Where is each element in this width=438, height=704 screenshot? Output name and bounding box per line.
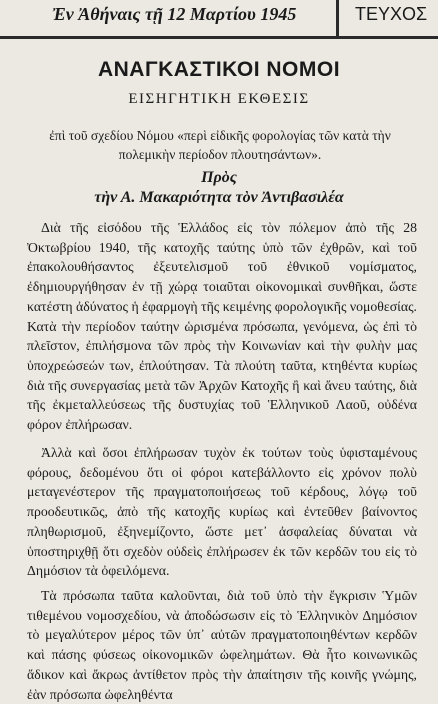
header-volume-label: ΤΕΥΧΟΣ xyxy=(355,4,428,24)
header-divider-horizontal xyxy=(0,36,438,39)
body-paragraph: Διὰ τῆς εἰσόδου τῆς Ἑλλάδος εἰς τὸν πόλεμον ἀπὸ τῆς 28 Ὀκτωβρίου 1940, τῆς κατοχῆς ταύτης ὑπὸ τῶν ἐχθρῶν, καὶ τοῦ ἐπακολουθήσαντος ἐξευτελισμοῦ τοῦ ἐθνικοῦ νομίσματος, ἐδημιουργήθησαν ἐν τῇ χώρᾳ τοιαῦται οἰκονομικαὶ συνθῆκαι, ὥστε κατέστη ἀδύνατος ἡ ἐφαρμογὴ τῆς κειμένης φορολογικῆς νομοθεσίας. Κατὰ τὴν περίοδον ταύτην ὡρισμένα πρόσωπα, γενόμενα, ὡς ἐπὶ τὸ πλεῖστον, ἐπιλήσμονα τῶν πρὸς τὴν Κοινωνίαν καὶ τὴν φυλὴν μας ὑποχρεώσεών των, ἐπλούτησαν. Τὰ πλούτη ταῦτα, κτηθέντα κυρίως διὰ τῆς συνεργασίας μετὰ τῶν Ἀρχῶν Κατοχῆς ἢ καὶ ἄνευ ταύτης, διὰ τῆς ἐκμεταλλεύσεως τῆς δυστυχίας τοῦ Ἑλληνικοῦ Λαοῦ, οὐδένα φόρον ἐπλήρωσαν. xyxy=(27,220,417,433)
section-title: ΑΝΑΓΚΑΣΤΙΚΟΙ ΝΟΜΟΙ xyxy=(97,58,341,81)
addressee-prefix: Πρὸς xyxy=(201,169,237,186)
page-header xyxy=(0,0,438,40)
header-date: Ἐν Ἀθήναις τῇ 12 Μαρτίου 1945 xyxy=(52,4,297,24)
body-paragraph: Ἀλλὰ καὶ ὅσοι ἐπλήρωσαν τυχὸν ἐκ τούτων τοὺς ὑφισταμένους φόρους, δεδομένου ὅτι οἱ φόροι κατεβάλλοντο εἰς χρόνον πολὺ μεταγενέστερον τῆς πραγματοποιήσεως τοῦ κέρδους, λόγῳ τοῦ προοδευτικῶς, ἀπὸ τῆς κατοχῆς κυρίως καὶ ἐντεῦθεν βαίνοντος πληθωρισμοῦ, ἐξηνεμίζοντο, ὥστε μετ᾽ ἀσφαλείας δύναται νὰ ὑποστηριχθῇ ὅτι σχεδὸν οὐδεὶς ἐπλήρωσεν ἐκ τῶν κερδῶν του εἰς τὸ Δημόσιον τὰ ὀφειλόμενα. xyxy=(27,445,417,579)
header-divider-vertical xyxy=(336,0,339,36)
addressee: τὴν Α. Μακαριότητα τὸν Ἀντιβασιλέα xyxy=(94,189,344,206)
report-subtitle: ΕΙΣΗΓΗΤΙΚΗ ΕΚΘΕΣΙΣ xyxy=(128,91,310,107)
body-paragraph: Τὰ πρόσωπα ταῦτα καλοῦνται, διὰ τοῦ ὑπὸ τὴν ἔγκρισιν Ὑμῶν τιθεμένου νομοσχεδίου, νὰ ἀποδώσωσιν εἰς τὸ Ἑλληνικὸν Δημόσιον τὸ μεγαλύτερον μέρος τῶν ὑπ᾽ αὐτῶν πραγματοποιηθέντων κερδῶν καὶ πάσης φύσεως οἰκονομικῶν ὠφελημάτων. Θὰ ἦτο κοινωνικῶς ἄδικον καὶ ἄκρως ἀντίθετον πρὸς τὴν ἀπαίτησιν τῆς κοινῆς γνώμης, ἐὰν πρόσωπα ὠφεληθέντα xyxy=(27,588,417,702)
report-topic: ἐπὶ τοῦ σχεδίου Νόμου «περὶ εἰδικῆς φορολογίας τῶν κατὰ τὴν πολεμικὴν περίοδον πλουτησάντων». xyxy=(49,128,391,162)
